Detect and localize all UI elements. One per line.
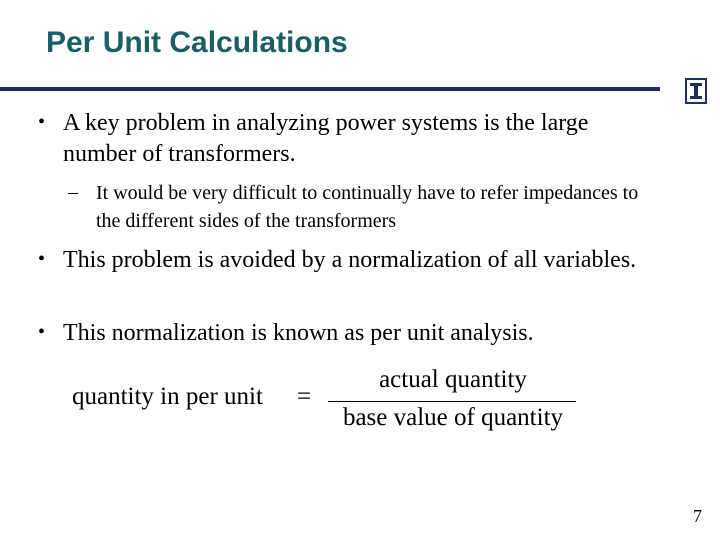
bullet-marker: • (38, 321, 46, 343)
bullet-text: This normalization is known as per unit analysis. (63, 320, 534, 346)
title-divider (0, 87, 660, 91)
university-block-i-icon (685, 78, 707, 104)
page-number: 7 (693, 506, 702, 526)
sub-bullet-marker: – (68, 181, 78, 203)
sub-bullet-text: It would be very difficult to continually have to refer impedances to the different sides of the transformers (96, 182, 639, 232)
fraction-bar (328, 401, 576, 402)
bullet-marker: • (38, 248, 46, 270)
slide-title: Per Unit Calculations (46, 26, 348, 59)
per-unit-formula (72, 366, 592, 438)
bullet-text: This problem is avoided by a normalization of all variables. (63, 247, 637, 273)
formula-equals: = (297, 383, 312, 410)
formula-lhs: quantity in per unit (72, 383, 263, 410)
bullet-marker: • (38, 111, 46, 133)
bullet-text: A key problem in analyzing power systems is the large number of transformers. (63, 110, 589, 167)
formula-denominator: base value of quantity (342, 404, 564, 431)
formula-numerator: actual quantity (379, 366, 527, 393)
